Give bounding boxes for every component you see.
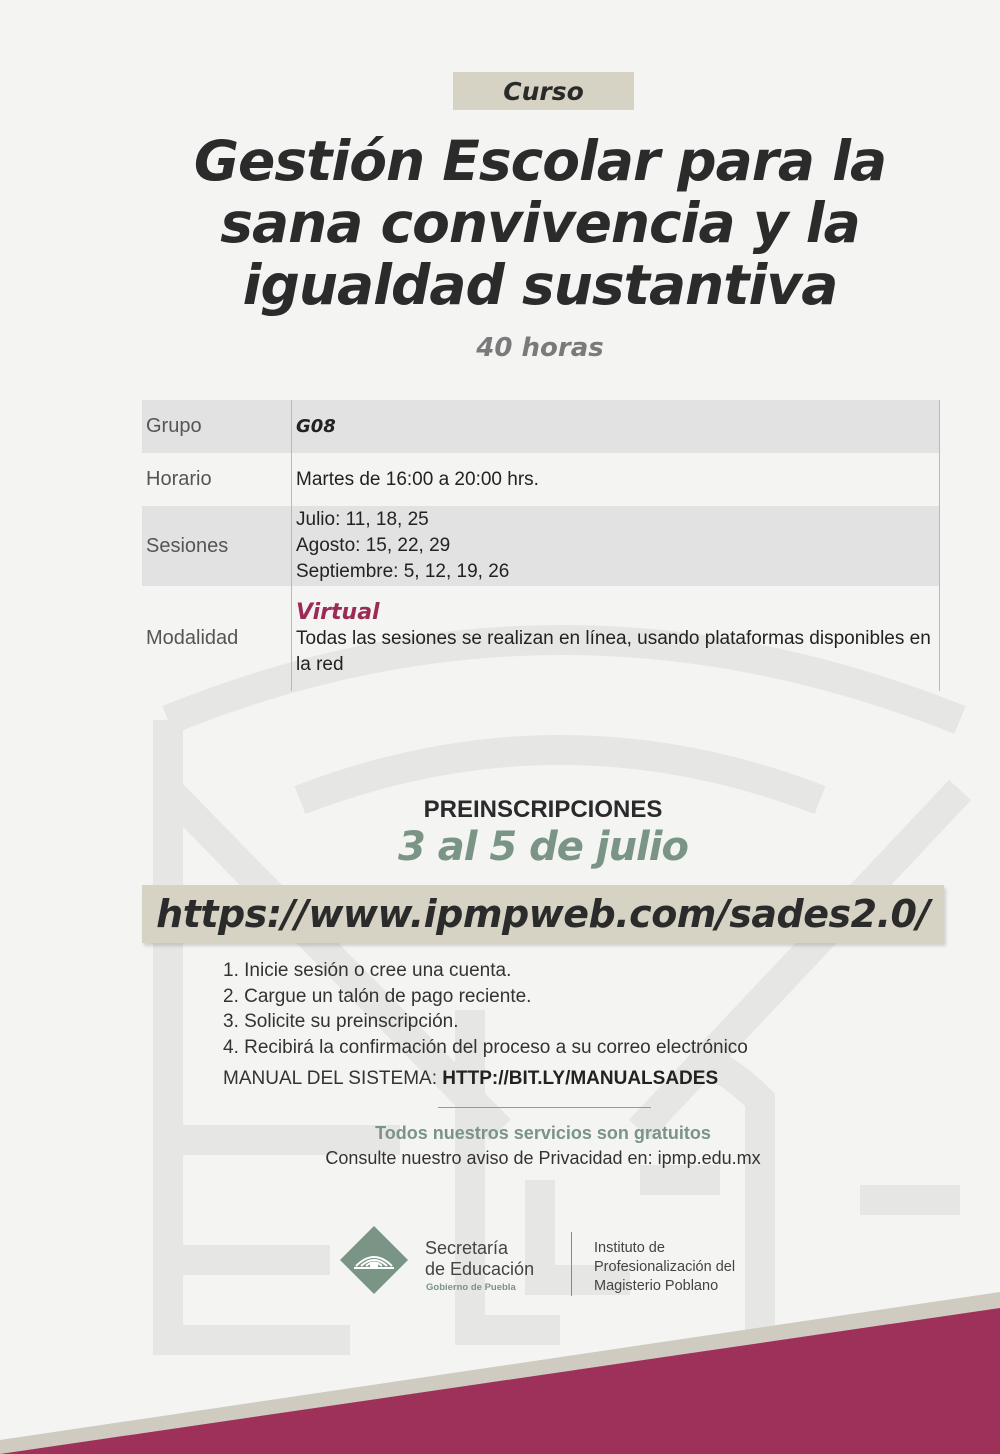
course-title-line: sana convivencia y la [220,191,860,255]
sesiones-line: Septiembre: 5, 12, 19, 26 [296,561,510,582]
modalidad-type: Virtual [296,599,380,625]
institute-name [594,1239,735,1296]
sesiones-line: Julio: 11, 18, 25 [296,509,429,530]
course-title-line: igualdad sustantiva [242,253,838,317]
course-hours: 40 horas [476,333,604,363]
privacy-notice: Consulte nuestro aviso de Privacidad en: ipmp.edu.mx [325,1148,761,1168]
grupo-value-cell [292,400,940,453]
horario-value: Martes de 16:00 a 20:00 hrs. [292,453,940,506]
institute-name-line: Magisterio Poblano [594,1278,719,1294]
modalidad-description: Todas las sesiones se realizan en línea, usando plataformas disponibles en la red [296,627,931,675]
details-row-sesiones [142,506,940,586]
sesiones-label: Sesiones [142,506,292,586]
gobierno-label: Gobierno de Puebla [426,1282,516,1293]
preinscription-heading: PREINSCRIPCIONES [423,796,663,823]
grupo-label: Grupo [142,400,292,453]
details-row-horario [142,453,940,506]
sesiones-line: Agosto: 15, 22, 29 [296,535,451,556]
list-item: 3. Solicite su preinscripción. [223,1011,459,1032]
list-item: 2. Cargue un talón de pago reciente. [223,985,532,1007]
modalidad-value-cell [292,586,940,691]
system-manual [223,1068,718,1090]
list-item: 4. Recibirá la confirmación del proceso a su correo electrónico [223,1036,748,1058]
grupo-value: G08 [296,415,336,437]
institute-name-line: Profesionalización del [594,1259,736,1275]
preinscription-dates: 3 al 5 de julio [398,824,688,870]
logo-separator [571,1232,572,1296]
registration-steps-list [223,958,748,1060]
free-services-note: Todos nuestros servicios son gratuitos [375,1123,711,1143]
course-title-line: Gestión Escolar para la [193,129,887,193]
secretaria-name [425,1238,534,1280]
secretaria-name-line: de Educación [425,1259,535,1279]
modalidad-label: Modalidad [146,627,239,649]
registration-url-link[interactable]: https://www.ipmpweb.com/sades2.0/ [142,885,944,943]
list-item: 1. Inicie sesión o cree una cuenta. [223,960,512,981]
course-type-tag: Curso [453,72,634,110]
course-title [80,130,1000,316]
secretaria-name-line: Secretaría [425,1238,509,1258]
details-row-grupo [142,400,940,453]
divider [438,1107,651,1108]
institute-name-line: Instituto de [594,1240,665,1256]
secretaria-logo-icon [340,1226,408,1294]
horario-label: Horario [146,468,212,490]
details-row-modalidad [142,586,940,691]
manual-label: MANUAL DEL SISTEMA: [223,1068,443,1089]
sesiones-value-cell [292,506,940,586]
manual-link[interactable]: HTTP://BIT.LY/MANUALSADES [442,1068,719,1089]
course-details-table [142,400,940,691]
